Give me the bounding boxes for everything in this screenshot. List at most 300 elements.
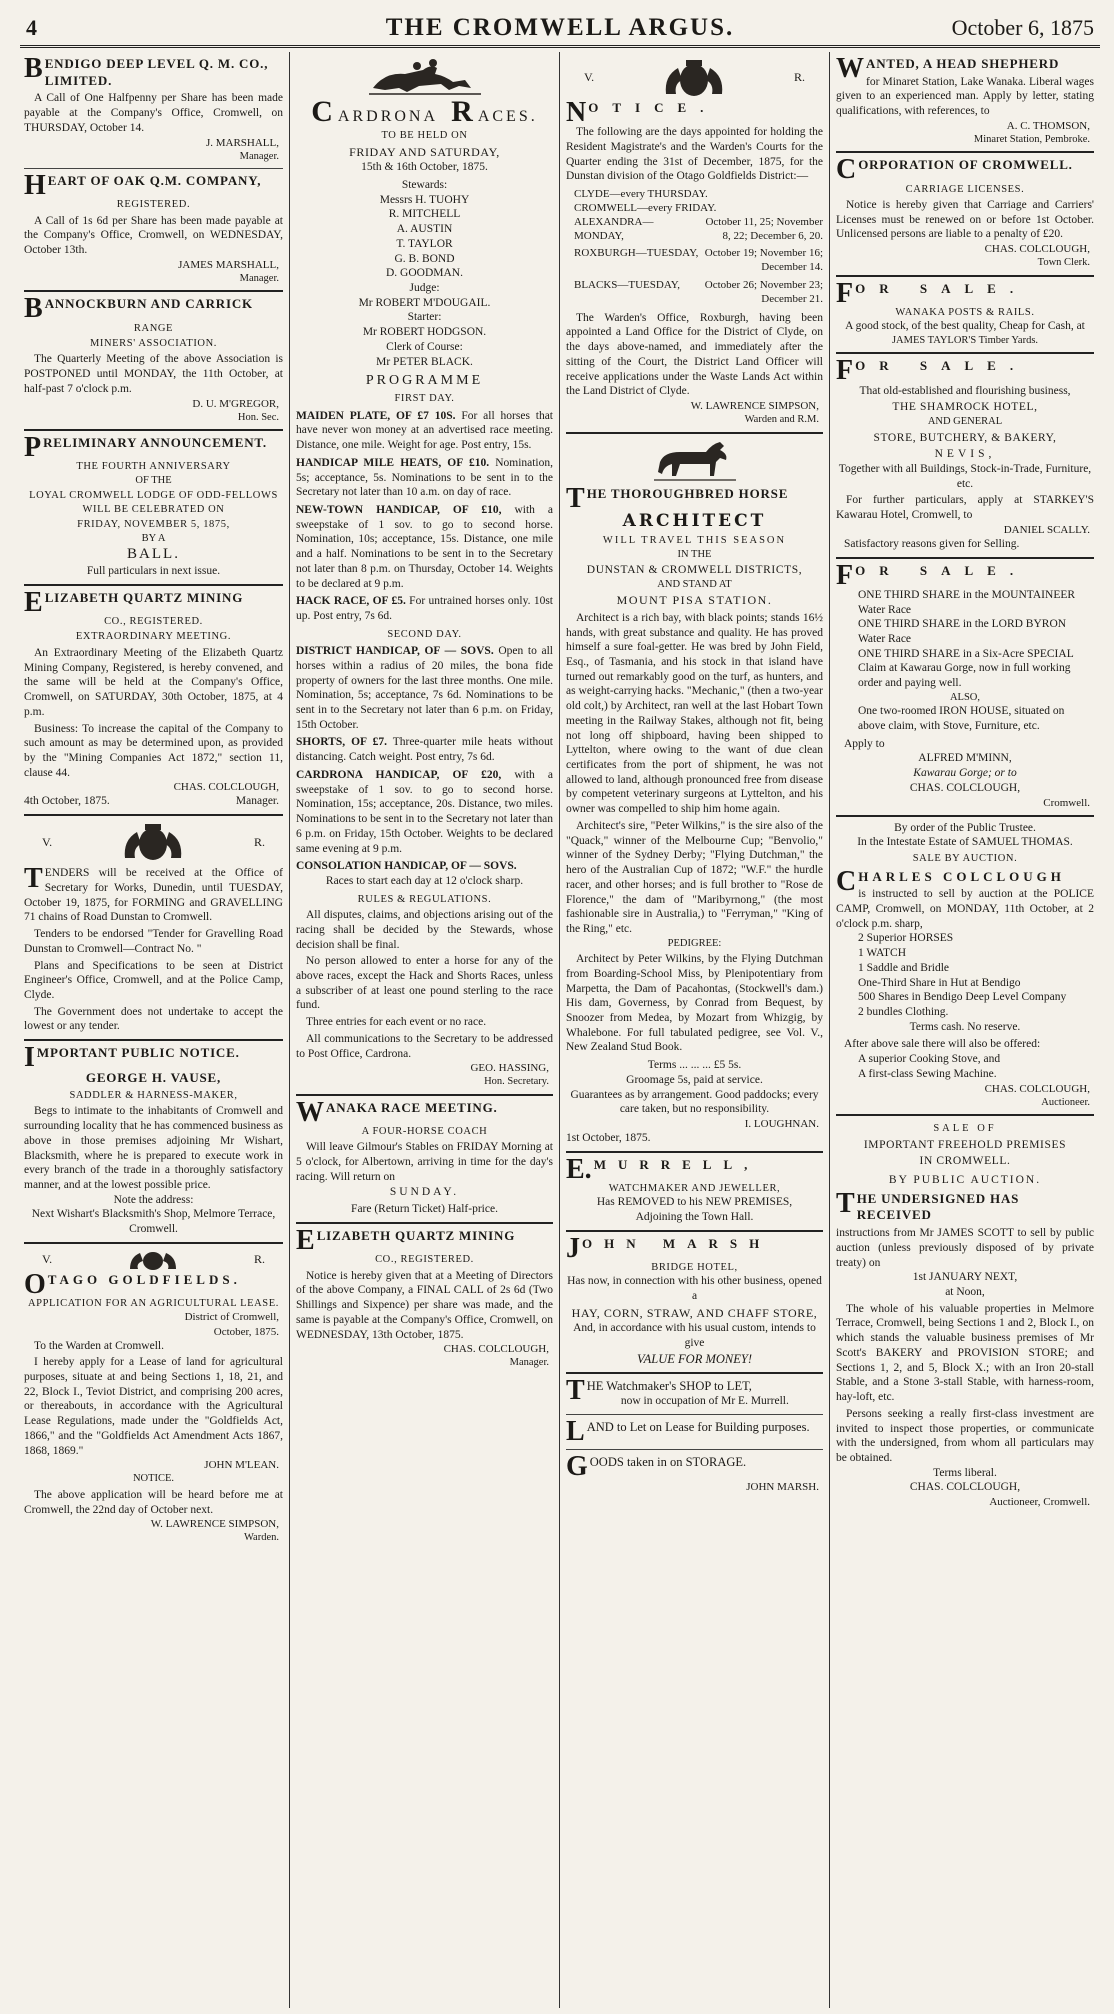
race-consolation bbox=[296, 859, 553, 874]
ad-heart-of-oak bbox=[24, 169, 283, 292]
ad-for-sale-shamrock bbox=[836, 354, 1094, 558]
role: Auctioneer, Cromwell. bbox=[989, 1496, 1090, 1509]
ad-bannockburn bbox=[24, 292, 283, 431]
role: Manager. bbox=[235, 795, 279, 808]
role: Manager. bbox=[239, 272, 279, 284]
court-dates: October 26; November 23; December 21. bbox=[704, 278, 823, 305]
rule: Three entries for each event or no race. bbox=[306, 1016, 487, 1029]
ad-line: SUNDAY. bbox=[389, 1185, 460, 1198]
column-3 bbox=[560, 52, 830, 2008]
race-details: with a sweepstake of 1 sov. to go to second horse. Nomination, 15s; acceptance, 20s. Distance, two miles. Nominations to be sent in to the Secretary not later than 6 p.m. on Friday, 15th October. Weights to be declared same evening at 9 p.m. bbox=[296, 768, 553, 855]
ad-title: ANTED, A HEAD SHEPHERD bbox=[866, 56, 1060, 71]
ad-line: BALL. bbox=[127, 545, 180, 562]
sale-item: ONE THIRD SHARE in a Six-Acre SPECIAL Claim at Kawarau Gorge, now in full working order and paying well. bbox=[858, 647, 1074, 690]
ad-body: The following are the days appointed for holding the Resident Magistrate's and the Warden's Courts for the Quarter ending the 31st of December, 1875, for the Dunstan division of the Otago Goldfields District:— bbox=[566, 126, 823, 183]
drop-cap: E. bbox=[566, 1153, 592, 1185]
drop-cap: W bbox=[296, 1096, 324, 1128]
ad-title bbox=[296, 95, 553, 128]
role: Auctioneer. bbox=[1041, 1096, 1090, 1108]
auction-item: A first-class Sewing Machine. bbox=[858, 1067, 997, 1080]
ad-title: ANNOCKBURN AND CARRICK bbox=[44, 296, 253, 312]
drop-cap: G bbox=[566, 1451, 588, 1483]
court-place: ROXBURGH—TUESDAY, bbox=[574, 247, 699, 260]
ad-murrell bbox=[566, 1153, 823, 1232]
ad-line: VALUE FOR MONEY! bbox=[636, 1351, 753, 1366]
ad-line: 15th & 16th October, 1875. bbox=[361, 161, 488, 174]
ad-body: Architect by Peter Wilkins, by the Flying Dutchman from Boarding-School Miss, by Plenipotentiary from Marpetta, the Dam of Pacahontas, (Stockwell's dam.) His dam, Governess, by Conrad from Bequest, by Snoozer from Medea, by Mozart from Whizgig, by Whalebone. For full tabulated pedigree, see Vol. V., New Zealand Stud Book. bbox=[566, 953, 823, 1054]
ad-title: TAGO GOLDFIELDS. bbox=[47, 1271, 241, 1287]
ad-line: DUNSTAN & CROMWELL DISTRICTS, bbox=[586, 564, 803, 577]
ad-line: BY A bbox=[141, 532, 166, 544]
ad-for-sale-shares bbox=[836, 559, 1094, 817]
ad-court-notice bbox=[566, 52, 823, 434]
ad-tenders bbox=[24, 816, 283, 1041]
ad-line: STORE, BUTCHERY, & BAKERY, bbox=[873, 431, 1057, 444]
ad-line: Fare (Return Ticket) Half-price. bbox=[351, 1203, 498, 1216]
royal-crest-icon bbox=[118, 1249, 188, 1271]
ad-preliminary bbox=[24, 431, 283, 586]
signature: CHAS. COLCLOUGH, bbox=[984, 1082, 1090, 1095]
ad-body: Notice is hereby given that at a Meeting of Directors of the above Company, a FINAL CALL of 2s 6d (Two Shillings and Sixpence) per share was made, and the same is payable at the Company's Office, Cromwell, on WEDNESDAY, 13th October, 1875. bbox=[296, 1269, 553, 1341]
drop-cap: O bbox=[24, 1268, 46, 1300]
ad-line: Kawarau Gorge; or to bbox=[913, 767, 1017, 780]
masthead bbox=[20, 8, 1100, 48]
race-details: Three-quarter mile heats without distancing. Catch weight. Post entry, 7s 6d. bbox=[296, 736, 553, 764]
ad-architect-horse bbox=[566, 434, 823, 1153]
race-maiden-plate bbox=[296, 409, 553, 453]
programme-heading: PROGRAMME bbox=[365, 373, 484, 389]
terms: Terms ... ... ... £5 5s. bbox=[647, 1059, 742, 1072]
race-title: DISTRICT HANDICAP, OF — SOVS. bbox=[296, 645, 494, 658]
signature: CHAS. COLCLOUGH, bbox=[984, 243, 1090, 256]
columns bbox=[18, 52, 1100, 2008]
drop-cap: R bbox=[451, 95, 476, 128]
ad-body: I hereby apply for a Lease of land for agricultural purposes, situate at and being Sections 1, 18, 21, and 22, Block I., Teviot District, and comprising 200 acres, or thereabouts, in accordance with the Agricultural Lease Regulations, made under the "Goldfields Act, 1866," and the "Goldfields Act Amendment Acts 1867, 1868, 1869." bbox=[24, 1356, 283, 1457]
ad-corporation bbox=[836, 153, 1094, 276]
title-part: ARDRONA bbox=[337, 108, 438, 125]
starter: Mr ROBERT HODGSON. bbox=[362, 326, 487, 339]
ad-otago-goldfields bbox=[24, 1244, 283, 1550]
drop-cap: W bbox=[836, 53, 864, 84]
pedigree-heading: PEDIGREE: bbox=[667, 937, 722, 949]
role: Manager. bbox=[239, 150, 279, 162]
ad-line: Satisfactory reasons given for Selling. bbox=[844, 537, 1020, 550]
ad-line: Apply to bbox=[844, 737, 885, 750]
ad-freehold-sale bbox=[836, 1116, 1094, 1514]
court-row bbox=[574, 215, 823, 243]
page-number: 4 bbox=[26, 15, 37, 40]
drop-cap: P bbox=[24, 432, 42, 464]
ad-body: is instructed to sell by auction at the POLICE CAMP, Cromwell, on MONDAY, 11th October, at 2 o'clock p.m. sharp, bbox=[836, 888, 1094, 930]
ad-line: now in occupation of Mr E. Murrell. bbox=[620, 1395, 789, 1408]
ad-line: THE SHAMROCK HOTEL, bbox=[892, 401, 1038, 414]
race-details: For untrained horses only. 10st up. Post entry, 7s 6d. bbox=[296, 595, 553, 623]
ad-name: GEORGE H. VAUSE, bbox=[85, 1070, 222, 1086]
ad-line: That old-established and flourishing business, bbox=[859, 384, 1071, 397]
ad-body: For further particulars, apply at STARKEY'S Kawarau Hotel, Cromwell, to bbox=[836, 494, 1094, 522]
ad-title: OTICE. bbox=[588, 100, 718, 115]
ad-title: ORPORATION OF CROMWELL. bbox=[858, 157, 1073, 173]
ad-subtitle: IN CROMWELL. bbox=[919, 1155, 1011, 1168]
steward: Messrs H. TUOHY bbox=[379, 193, 470, 206]
race-title: HANDICAP MILE HEATS, OF £10. bbox=[296, 456, 490, 469]
auction-item: One-Third Share in Hut at Bendigo bbox=[858, 976, 1021, 989]
ad-line: Has now, in connection with his other business, opened a bbox=[567, 1275, 822, 1303]
drop-cap: L bbox=[566, 1416, 585, 1448]
sale-item: One two-roomed IRON HOUSE, situated on above claim, with Stove, Furniture, etc. bbox=[858, 705, 1065, 733]
ad-note: Note the address: bbox=[113, 1193, 194, 1206]
court-list bbox=[566, 187, 823, 306]
race-title: CARDRONA HANDICAP, OF £20, bbox=[296, 768, 502, 781]
ad-line: And, in accordance with his usual custom, intends to give bbox=[573, 1322, 816, 1349]
race-details: For all horses that have never won money at an advertised race meeting. Distance, one mile. Weight for age. Post entry, 15s. bbox=[296, 409, 554, 452]
signature: CHAS. COLCLOUGH, bbox=[443, 1343, 549, 1356]
royal-crest-icon bbox=[646, 58, 742, 98]
ad-for-sale-posts bbox=[836, 277, 1094, 355]
ad-watchmaker-shop bbox=[566, 1374, 823, 1415]
ad-title: LIZABETH QUARTZ MINING bbox=[316, 1228, 516, 1244]
auction-item: 500 Shares in Bendigo Deep Level Company bbox=[858, 991, 1067, 1004]
drop-cap: F bbox=[836, 355, 854, 387]
groomage: Groomage 5s, paid at service. bbox=[626, 1073, 763, 1086]
auction-item: 1 Saddle and Bridle bbox=[858, 961, 950, 974]
day-heading: FIRST DAY. bbox=[394, 393, 455, 405]
judge: Mr ROBERT M'DOUGAIL. bbox=[358, 296, 491, 309]
ad-subtitle: WANAKA POSTS & RAILS. bbox=[895, 306, 1035, 318]
drop-cap: T bbox=[24, 863, 43, 895]
ad-line: FRIDAY AND SATURDAY, bbox=[349, 144, 500, 159]
starter-heading: Starter: bbox=[407, 311, 442, 324]
drop-cap: T bbox=[566, 482, 585, 514]
ad-body: Business: To increase the capital of the Company to such amount as may be determined upon, as provided by the "Mining Companies Act 1872," section 11, clause 44. bbox=[24, 722, 283, 779]
ad-line: Together with all Buildings, Stock-in-Trade, Furniture, etc. bbox=[838, 462, 1092, 490]
ad-elizabeth-meeting bbox=[24, 586, 283, 816]
drop-cap: H bbox=[24, 170, 46, 202]
court-place: BLACKS—TUESDAY, bbox=[574, 278, 681, 291]
ad-line: Has REMOVED to his NEW PREMISES, bbox=[596, 1196, 793, 1209]
ad-title: ANAKA RACE MEETING. bbox=[326, 1099, 498, 1115]
drop-cap: T bbox=[566, 1374, 585, 1406]
signature: A. C. THOMSON, bbox=[1006, 119, 1090, 132]
ad-subtitle: SALE OF bbox=[933, 1123, 997, 1135]
drop-cap: F bbox=[836, 277, 854, 309]
ad-title: OR SALE. bbox=[855, 358, 1028, 374]
ad-subtitle: A FOUR-HORSE COACH bbox=[361, 1126, 488, 1137]
column-1 bbox=[18, 52, 290, 2008]
signature: W. LAWRENCE SIMPSON, bbox=[690, 400, 819, 412]
ad-body: for Minaret Station, Lake Wanaka. Liberal wages given to an experienced man. Apply by letter, stating qualifications, with references, to bbox=[836, 75, 1094, 118]
ad-body: The Warden's Office, Roxburgh, having been appointed a Land Office for the District of Clyde, on the days above-named, and immediately after the sitting of the Court, the District Land Officer will receive applications under the Waste Lands Act within the Land District of Clyde. bbox=[566, 311, 823, 398]
ad-line: IN THE bbox=[677, 548, 712, 560]
column-4 bbox=[830, 52, 1100, 2008]
column-2 bbox=[290, 52, 560, 2008]
royal-crest-header bbox=[566, 56, 823, 100]
drop-cap: F bbox=[836, 559, 854, 591]
ad-line: Adjoining the Town Hall. bbox=[635, 1211, 754, 1224]
ad-subtitle: IMPORTANT FREEHOLD PREMISES bbox=[863, 1138, 1067, 1151]
stewards-heading: Stewards: bbox=[401, 178, 448, 191]
signature: CHAS. COLCLOUGH, bbox=[173, 781, 279, 794]
ad-body: Begs to intimate to the inhabitants of Cromwell and surrounding locality that he has commenced business as above in those premises adjoining Mr Wishart, Blacksmith, where he is prepared to execute work in every branch of the trade in a thoroughly satisfactory manner, and at the lowest possible price. bbox=[24, 1105, 283, 1191]
ad-body: An Extraordinary Meeting of the Elizabeth Quartz Mining Company, Registered, is hereby convened, and the same will be held at the Company's Office, Cromwell, on SATURDAY, 30th October, 1875, at 4 p.m. bbox=[24, 646, 283, 718]
ad-body: Architect's sire, "Peter Wilkins," is the sire also of the "Quack," winner of the Melbourne Cup; "Benvolio," winner of the Sydney Derby; "Flying Dutchman," the hero of the Australian Cup of 1872; "W.F." the hurdle racer, and other horses; and is full brother to "Rose de Florence," the dam of "Maribyrnong," (the most fashionable sire in Australia,) to "Ferryman," "King of the Ring," etc. bbox=[566, 819, 823, 935]
drop-cap: C bbox=[311, 95, 336, 128]
ad-line: THE FOURTH ANNIVERSARY bbox=[76, 461, 231, 473]
ad-subtitle: SADDLER & HARNESS-MAKER, bbox=[69, 1089, 238, 1101]
signature: JAMES MARSHALL, bbox=[178, 258, 279, 271]
horse-cut-icon bbox=[650, 440, 740, 484]
ad-title: OODS taken in on STORAGE. bbox=[589, 1455, 747, 1470]
ad-title: EART OF OAK Q.M. COMPANY, bbox=[47, 173, 262, 189]
rule: No person allowed to enter a horse for any of the above races, except the Hack and Shorts Races, unless a subscriber of at least one pound sterling to the race fund. bbox=[296, 955, 553, 1012]
crest-v: V. bbox=[584, 70, 595, 85]
race-handicap-mile bbox=[296, 456, 553, 500]
court-row bbox=[574, 187, 823, 201]
ad-body: The above application will be heard before me at Cromwell, the 22nd day of October next. bbox=[24, 1488, 283, 1516]
ad-line: ALSO, bbox=[949, 691, 981, 703]
horse-name: ARCHITECT bbox=[622, 510, 767, 531]
ad-title: ENDIGO DEEP LEVEL Q. M. CO., LIMITED. bbox=[44, 56, 269, 88]
ad-title: HE THOROUGHBRED HORSE bbox=[586, 485, 789, 501]
ad-title: LIZABETH QUARTZ MINING bbox=[44, 589, 244, 605]
crest-header bbox=[24, 1248, 283, 1272]
role: Manager. bbox=[509, 1357, 549, 1369]
crest-r: R. bbox=[253, 834, 265, 849]
date-role-row bbox=[24, 794, 283, 809]
steward: T. TAYLOR bbox=[396, 237, 453, 250]
steward: D. GOODMAN. bbox=[386, 267, 463, 280]
terms: Terms liberal. bbox=[933, 1466, 997, 1479]
sale-time: at Noon, bbox=[945, 1286, 985, 1299]
court-place: CLYDE—every THURSDAY. bbox=[574, 188, 708, 201]
crest-r: R. bbox=[253, 1252, 265, 1267]
steward: R. MITCHELL bbox=[388, 208, 461, 221]
auction-items bbox=[836, 931, 1094, 1019]
judge-heading: Judge: bbox=[409, 282, 440, 295]
issue-date: October 6, 1875 bbox=[951, 15, 1094, 40]
ad-subtitle: CO., REGISTERED. bbox=[104, 616, 203, 628]
role: Town Clerk. bbox=[1037, 257, 1090, 269]
rule: All communications to the Secretary to be addressed to Post Office, Cardrona. bbox=[296, 1032, 553, 1060]
ad-line: JAMES TAYLOR'S Timber Yards. bbox=[891, 335, 1039, 347]
ad-title: OHN MARSH bbox=[582, 1235, 772, 1251]
stewards-list bbox=[296, 193, 553, 281]
ad-subtitle: RANGE bbox=[133, 322, 174, 334]
ad-john-marsh bbox=[566, 1232, 823, 1374]
date: October, 1875. bbox=[213, 1325, 279, 1338]
race-cardrona-handicap bbox=[296, 768, 553, 856]
addressee: To the Warden at Cromwell. bbox=[34, 1339, 164, 1352]
rule: All disputes, claims, and objections arising out of the racing shall be decided by the Stewards, whose decision shall be final. bbox=[296, 909, 553, 951]
ad-elizabeth-call bbox=[296, 1224, 553, 1375]
race-title: MAIDEN PLATE, OF £7 10S. bbox=[296, 409, 456, 422]
drop-cap: J bbox=[566, 1232, 580, 1264]
ad-title: AND to Let on Lease for Building purposes. bbox=[586, 1420, 810, 1435]
signature: CHAS. COLCLOUGH, bbox=[909, 1481, 1021, 1494]
drop-cap: E bbox=[296, 1225, 315, 1257]
race-details: with a sweepstake of 1 sov. to go to second horse. Nomination, 10s; acceptance, 15s. Distance, one mile and a half. Nominations to be sent in to the Secretary not later than 8 p.m. on Thursday, October 14. Weights to be declared at 9 p.m. bbox=[296, 503, 553, 590]
crest-v: V. bbox=[42, 1252, 53, 1267]
ad-title: RELIMINARY ANNOUNCEMENT. bbox=[43, 435, 267, 451]
ad-subtitle: SALE BY AUCTION. bbox=[912, 853, 1018, 865]
ad-line: AND STAND AT bbox=[657, 579, 732, 591]
ad-subtitle: REGISTERED. bbox=[116, 199, 191, 211]
newspaper-title: THE CROMWELL ARGUS. bbox=[385, 14, 735, 41]
ad-line: OF THE bbox=[135, 474, 172, 486]
race-shorts bbox=[296, 735, 553, 764]
court-row bbox=[574, 278, 823, 306]
drop-cap: B bbox=[24, 293, 43, 325]
court-row bbox=[574, 201, 823, 215]
ad-body: Will leave Gilmour's Stables on FRIDAY Morning at 5 o'clock, for Albertown, arriving in time for the day's racing. Will return on bbox=[296, 1141, 553, 1183]
ad-body: ENDERS will be received at the Office of Secretary for Works, Dunedin, until TUESDAY, October 19, 1875, for FORMING and GRAVELLING 71 chains of Road Dunstan to Cromwell. bbox=[24, 867, 283, 924]
clerk: Mr PETER BLACK. bbox=[376, 355, 473, 368]
drop-cap: B bbox=[24, 53, 43, 84]
place: Minaret Station, Pembroke. bbox=[973, 133, 1090, 145]
ad-title: HE Watchmaker's SHOP to LET, bbox=[586, 1378, 752, 1393]
ad-body: Persons seeking a really first-class investment are invited to inspect those properties, or communicate with the undersigned, from whom all particulars may be obtained. bbox=[836, 1407, 1094, 1464]
auction-item: 1 WATCH bbox=[858, 947, 907, 960]
ad-line: LOYAL CROMWELL LODGE OF ODD-FELLOWS WILL BE CELEBRATED ON bbox=[29, 490, 278, 515]
start-time: Races to start each day at 12 o'clock sharp. bbox=[325, 874, 524, 887]
steward: G. B. BOND bbox=[394, 252, 455, 265]
court-place: ALEXANDRA—MONDAY, bbox=[574, 216, 654, 243]
auction-item: 2 bundles Clothing. bbox=[858, 1006, 949, 1019]
ad-line: MOUNT PISA STATION. bbox=[616, 593, 773, 608]
ad-line: WILL TRAVEL THIS SEASON bbox=[602, 535, 787, 547]
ad-land-lease bbox=[566, 1415, 823, 1450]
signature: ALFRED M'MINN, bbox=[918, 752, 1012, 765]
clerk-heading: Clerk of Course: bbox=[386, 340, 463, 353]
terms: Terms cash. No reserve. bbox=[909, 1020, 1021, 1033]
race-hack bbox=[296, 594, 553, 623]
signature: GEO. HASSING, bbox=[470, 1062, 549, 1075]
drop-cap: I bbox=[24, 1042, 35, 1074]
ad-line: AND GENERAL bbox=[927, 416, 1003, 428]
ad-title: MPORTANT PUBLIC NOTICE. bbox=[36, 1045, 240, 1061]
ad-line: TO BE HELD ON bbox=[381, 130, 468, 142]
race-title: SHORTS, OF £7. bbox=[296, 736, 387, 749]
notice-heading: NOTICE. bbox=[132, 1473, 175, 1485]
signature: D. U. M'GREGOR, bbox=[192, 397, 279, 410]
drop-cap: T bbox=[836, 1187, 855, 1219]
ad-line: By order of the Public Trustee. bbox=[894, 821, 1036, 834]
drop-cap: E bbox=[24, 586, 43, 618]
sale-date: 1st JANUARY NEXT, bbox=[912, 1271, 1018, 1284]
crest-v: V. bbox=[42, 834, 53, 849]
ad-body: The whole of his valuable properties in Melmore Terrace, Cromwell, being Sections 1 and 2, Block I., on which stands the valuable business premises of Mr Scott's BAKERY and PROVISION STORE; and Sections 1, 2, and 5, Block X.; with an Iron 20-stall Stable, and a Stone 3-stall Stable, with harness-room, hay-loft, etc. bbox=[836, 1302, 1094, 1404]
ad-line: After above sale there will also be offered: bbox=[844, 1038, 1041, 1051]
role: Warden. bbox=[243, 1532, 279, 1544]
ad-line: FRIDAY, NOVEMBER 5, 1875, bbox=[77, 519, 230, 531]
rules-heading: RULES & REGULATIONS. bbox=[357, 893, 492, 905]
ad-title: HARLES COLCLOUGH bbox=[858, 868, 1065, 884]
date: 4th October, 1875. bbox=[24, 795, 110, 808]
ad-body: instructions from Mr JAMES SCOTT to sell by public auction (unless previously disposed of by private treaty) on bbox=[836, 1227, 1094, 1269]
steward: A. AUSTIN bbox=[396, 223, 453, 236]
royal-crest-header bbox=[24, 820, 283, 864]
ad-body: Tenders to be endorsed "Tender for Gravelling Road Dunstan to Cromwell—Contract No. " bbox=[24, 928, 283, 955]
ad-goods-storage bbox=[566, 1450, 823, 1498]
signature: I. LOUGHNAN. bbox=[744, 1118, 819, 1130]
ad-body: Notice is hereby given that Carriage and Carriers' Licenses must be renewed on or before 1st October. Unlicensed persons are liable to a penalty of £20. bbox=[836, 199, 1094, 241]
guarantees: Guarantees as by arrangement. Good paddocks; every care taken, but no responsibility. bbox=[570, 1088, 819, 1116]
ad-cardrona-races bbox=[296, 52, 553, 1096]
ad-body: The Government does not undertake to accept the lowest or any tender. bbox=[24, 1005, 283, 1033]
ad-head-shepherd bbox=[836, 52, 1094, 153]
ad-line: NEVIS, bbox=[934, 448, 996, 461]
drop-cap: C bbox=[836, 154, 857, 186]
court-row bbox=[574, 246, 823, 274]
ad-title: MURRELL, bbox=[593, 1156, 760, 1172]
ad-body: A Call of 1s 6d per Share has been made payable at the Company's Office, Cromwell, on WEDNESDAY, October 13th. bbox=[24, 214, 283, 257]
race-details: Nomination, 5s; acceptance, 5s. Nominations to be sent in to the Secretary not later than 10 a.m. on day of race. bbox=[296, 456, 554, 499]
racehorse-cut-icon bbox=[365, 58, 485, 96]
ad-vause bbox=[24, 1041, 283, 1244]
ad-title: HE UNDERSIGNED HAS RECEIVED bbox=[856, 1190, 1020, 1223]
date: 1st October, 1875. bbox=[566, 1132, 651, 1145]
court-dates: October 19; November 16; December 14. bbox=[704, 247, 823, 274]
role: Hon. Sec. bbox=[237, 411, 279, 423]
ad-line: Full particulars in next issue. bbox=[86, 565, 221, 578]
day-heading: SECOND DAY. bbox=[387, 628, 462, 640]
ad-subtitle: EXTRAORDINARY MEETING. bbox=[75, 631, 232, 643]
role: Warden and R.M. bbox=[744, 414, 819, 426]
race-title: HACK RACE, OF £5. bbox=[296, 595, 406, 608]
race-district bbox=[296, 644, 553, 732]
ad-body: Architect is a rich bay, with black points; stands 16½ hands, with great substance and quality. He has proved himself a sure foal-getter. He was bred by John Field, Esq., of Tasmania, and his stock in that island have turned out remarkably good on the turf, as hunters, and as weight-carrying hacks. "Mechanic," (then a two-year old colt,) by Architect, ran well at the last Hobart Town meeting in the Railway Stakes, although not fit, being not long off shipboard, having been shipped to Lyttelton, where owing to the want of due clean certificates from the port of shipment, he was not allowed to land, although pronounced free from disease by competent veterinary surgeons at Lyttelton, and his owner was compelled to ship him home again. bbox=[566, 611, 823, 816]
court-dates: October 11, 25; November 8, 22; December 6, 20. bbox=[705, 216, 823, 243]
role: Hon. Secretary. bbox=[484, 1076, 549, 1088]
ad-body: A Call of One Halfpenny per Share has been made payable at the Company's Office, Cromwell, on THURSDAY, October 14. bbox=[24, 92, 283, 134]
signature: DANIEL SCALLY. bbox=[1003, 523, 1090, 536]
ad-subtitle: WATCHMAKER AND JEWELLER, bbox=[608, 1182, 781, 1194]
ad-title: OR SALE. bbox=[855, 562, 1028, 578]
royal-crest-icon bbox=[105, 822, 201, 862]
drop-cap: C bbox=[836, 865, 857, 897]
race-title: NEW-TOWN HANDICAP, OF £10, bbox=[296, 503, 502, 516]
ad-wanaka-coach bbox=[296, 1096, 553, 1224]
ad-auction-thomas bbox=[836, 817, 1094, 1116]
crest-r: R. bbox=[793, 70, 805, 85]
signature: W. LAWRENCE SIMPSON, bbox=[150, 1518, 279, 1531]
sale-item: ONE THIRD SHARE in the LORD BYRON Water Race bbox=[858, 618, 1067, 645]
place: Cromwell. bbox=[1043, 796, 1090, 809]
ad-subtitle: BY PUBLIC AUCTION. bbox=[888, 1174, 1042, 1187]
ad-line: In the Intestate Estate of SAMUEL THOMAS. bbox=[857, 836, 1073, 849]
race-new-town bbox=[296, 503, 553, 591]
ad-subtitle: CARRIAGE LICENSES. bbox=[905, 183, 1025, 195]
district: District of Cromwell, bbox=[184, 1311, 279, 1324]
ad-line: A good stock, of the best quality, Cheap for Cash, at bbox=[845, 320, 1085, 333]
ad-subtitle: APPLICATION FOR AN AGRICULTURAL LEASE. bbox=[27, 1298, 279, 1309]
ad-body: Plans and Specifications to be seen at District Engineer's Office, Cromwell, and at the Police Camp, Clyde. bbox=[24, 959, 283, 1001]
ad-address: Next Wishart's Blacksmith's Shop, Melmore Terrace, Cromwell. bbox=[31, 1208, 276, 1236]
signature: JOHN M'LEAN. bbox=[204, 1459, 279, 1472]
signature: JOHN MARSH. bbox=[746, 1480, 819, 1493]
race-title: CONSOLATION HANDICAP, OF — SOVS. bbox=[296, 860, 517, 873]
ad-body: The Quarterly Meeting of the above Association is POSTPONED until MONDAY, the 11th October, at half-past 7 o'clock p.m. bbox=[24, 353, 283, 395]
ad-bendigo bbox=[24, 52, 283, 169]
ad-subtitle: MINERS' ASSOCIATION. bbox=[89, 338, 218, 350]
ad-title: OR SALE. bbox=[855, 280, 1028, 296]
sale-item: ONE THIRD SHARE in the MOUNTAINEER Water Race bbox=[858, 588, 1076, 616]
auction-item: A superior Cooking Stove, and bbox=[858, 1053, 1001, 1066]
ad-subtitle: BRIDGE HOTEL, bbox=[651, 1262, 738, 1274]
signature: J. MARSHALL, bbox=[205, 136, 279, 149]
ad-line: HAY, CORN, STRAW, AND CHAFF STORE, bbox=[571, 1305, 818, 1320]
race-details: Open to all horses within a radius of 20 miles, the bona fide property of owners for the last three months. One mile. Nomination, 5s; acceptance, 7s 6d. Nominations to be sent in to the Secretary not later than 6 p.m. on Friday, 15th October. bbox=[296, 645, 553, 731]
